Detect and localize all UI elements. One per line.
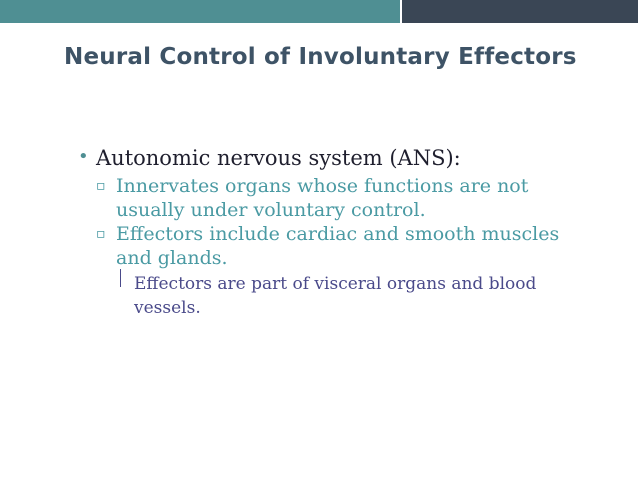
round-bullet-icon: • <box>78 146 89 167</box>
top-bar-teal-segment <box>0 0 400 23</box>
bullet-level-2-item <box>78 174 598 222</box>
slide-title: Neural Control of Involuntary Effectors <box>64 44 577 70</box>
bullet-level-1-text: Autonomic nervous system (ANS): <box>96 146 461 170</box>
bullet-level-2-item <box>78 222 598 270</box>
bullet-level-2-text: Innervates organs whose functions are not usually under voluntary control. <box>116 175 529 221</box>
bullet-level-2-text: Effectors include cardiac and smooth muscles and glands. <box>116 223 560 269</box>
slide-body <box>78 146 598 320</box>
bullet-level-3-text: Effectors are part of visceral organs and blood vessels. <box>134 274 537 318</box>
bullet-level-3-item <box>78 272 598 320</box>
square-bullet-icon: ▫ <box>96 178 106 194</box>
square-bullet-icon: ▫ <box>96 226 106 242</box>
bullet-level-1 <box>78 146 598 170</box>
bullet-level-2-list <box>78 174 598 270</box>
top-decorative-bar <box>0 0 638 23</box>
top-bar-dark-segment <box>402 0 638 23</box>
bar-bullet-icon <box>120 269 124 287</box>
